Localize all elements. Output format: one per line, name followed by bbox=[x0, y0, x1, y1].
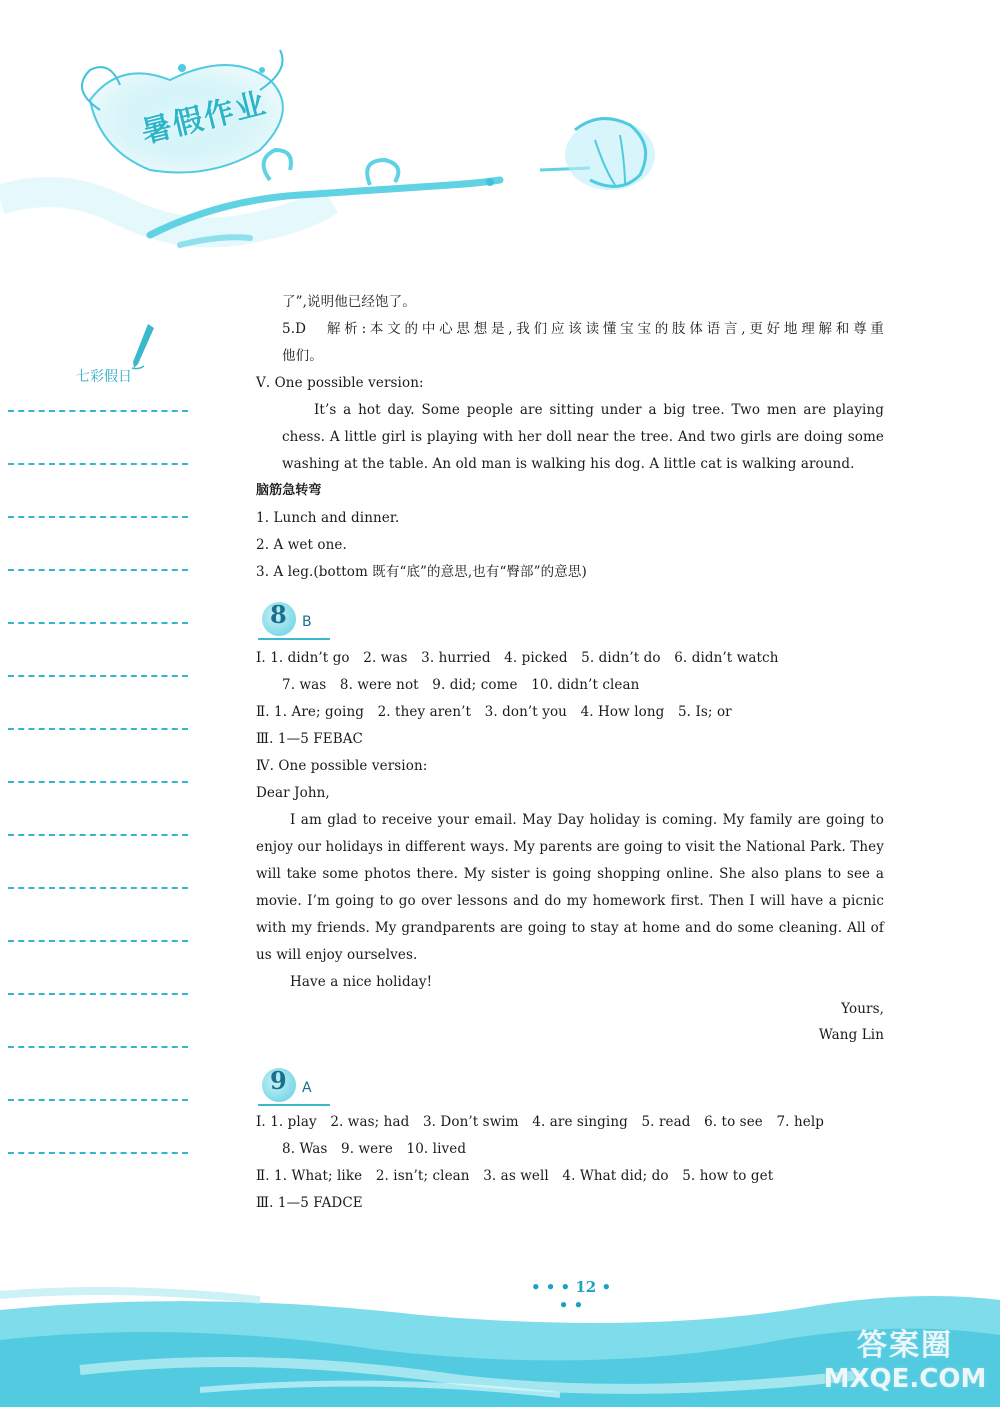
watermark bbox=[820, 1320, 990, 1394]
note-line bbox=[8, 622, 188, 624]
text-line: Ⅱ. 1. Are; going 2. they aren’t 3. don’t you 4. How long 5. Is; or bbox=[256, 704, 732, 720]
text-line: will take some photos there. My sister is going shopping online. She also plans to see a bbox=[256, 866, 884, 882]
text-line: Ⅲ. 1—5 FADCE bbox=[256, 1195, 363, 1211]
note-line bbox=[8, 463, 188, 465]
text-line: Have a nice holiday! bbox=[290, 974, 433, 990]
note-line bbox=[8, 516, 188, 518]
text-line: Dear John, bbox=[256, 785, 330, 801]
text-line: Ⅰ. 1. didn’t go 2. was 3. hurried 4. picked 5. didn’t do 6. didn’t watch bbox=[256, 650, 779, 666]
header-title: 暑假作业 bbox=[138, 85, 271, 151]
unit-number: 9 bbox=[270, 1066, 287, 1095]
text-line: 1. Lunch and dinner. bbox=[256, 510, 400, 526]
text-line: Ⅲ. 1—5 FEBAC bbox=[256, 731, 363, 747]
unit-letter: B bbox=[302, 614, 312, 630]
text-line: 2. A wet one. bbox=[256, 537, 347, 553]
badge-underline bbox=[258, 1104, 330, 1106]
text-line: Ⅴ. One possible version: bbox=[256, 375, 424, 391]
page-number: • • • 12 • • • bbox=[530, 1278, 612, 1314]
note-line bbox=[8, 728, 188, 730]
text-line: chess. A little girl is playing with her doll near the tree. And two girls are doing some bbox=[282, 429, 884, 445]
text-line: us will enjoy ourselves. bbox=[256, 947, 418, 963]
text-line: Wang Lin bbox=[818, 1027, 884, 1043]
note-line bbox=[8, 675, 188, 677]
text-line: washing at the table. An old man is walking his dog. A little cat is walking around. bbox=[282, 456, 855, 472]
text-line: 他们。 bbox=[282, 348, 323, 364]
unit-letter: A bbox=[302, 1080, 312, 1096]
pen-icon bbox=[128, 322, 156, 372]
section-heading: 脑筋急转弯 bbox=[256, 483, 322, 498]
unit-badge bbox=[258, 598, 338, 640]
badge-underline bbox=[258, 638, 330, 640]
text-line: It’s a hot day. Some people are sitting under a big tree. Two men are playing bbox=[314, 402, 884, 418]
note-line bbox=[8, 940, 188, 942]
text-line: with my friends. My grandparents are going to stay at home and do some cleaning. All of bbox=[256, 920, 884, 936]
text-line: I am glad to receive your email. May Day holiday is coming. My family are going to bbox=[290, 812, 884, 828]
text-line: movie. I’m going to go over lessons and do my homework first. Then I will have a picnic bbox=[256, 893, 884, 909]
notes-sidebar bbox=[0, 300, 200, 1220]
unit-badge bbox=[258, 1064, 338, 1106]
note-line bbox=[8, 887, 188, 889]
watermark-cn: 答案圈 bbox=[857, 1328, 953, 1363]
note-line bbox=[8, 569, 188, 571]
sidebar-label: 七彩假日 bbox=[76, 369, 132, 385]
note-line bbox=[8, 834, 188, 836]
note-line bbox=[8, 993, 188, 995]
note-line bbox=[8, 1152, 188, 1154]
text-line: Ⅰ. 1. play 2. was; had 3. Don’t swim 4. are singing 5. read 6. to see 7. help bbox=[256, 1114, 825, 1130]
text-line: 7. was 8. were not 9. did; come 10. didn’t clean bbox=[282, 677, 640, 693]
text-line: enjoy our holidays in different ways. My parents are going to visit the National Park. They bbox=[256, 839, 884, 855]
watermark-en: MXQE.COM bbox=[823, 1364, 987, 1394]
text-line: 3. A leg.(bottom 既有“底”的意思,也有“臀部”的意思) bbox=[256, 564, 587, 580]
text-line: Ⅳ. One possible version: bbox=[256, 758, 428, 774]
note-line bbox=[8, 1046, 188, 1048]
text-line: 8. Was 9. were 10. lived bbox=[282, 1141, 467, 1157]
text-line: 5.D 解析:本文的中心思想是,我们应该读懂宝宝的肢体语言,更好地理解和尊重 bbox=[282, 321, 884, 337]
note-line bbox=[8, 410, 188, 412]
unit-number: 8 bbox=[270, 600, 287, 629]
text-line: Yours, bbox=[841, 1001, 884, 1017]
note-line bbox=[8, 781, 188, 783]
text-line: 了”,说明他已经饱了。 bbox=[282, 294, 416, 310]
text-line: Ⅱ. 1. What; like 2. isn’t; clean 3. as well 4. What did; do 5. how to get bbox=[256, 1168, 774, 1184]
note-line bbox=[8, 1099, 188, 1101]
